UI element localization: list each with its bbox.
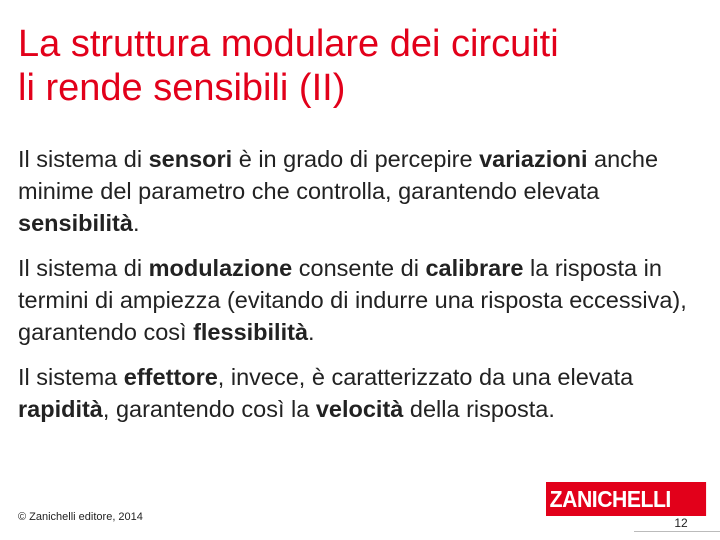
text-run: della risposta. xyxy=(403,396,555,422)
page-number-rule xyxy=(634,531,720,532)
slide-title-line-1: La struttura modulare dei circuiti xyxy=(18,23,559,65)
text-run: , invece, è caratterizzato da una elevata xyxy=(217,364,634,390)
text-run: Il sistema xyxy=(18,364,124,390)
slide-body xyxy=(18,143,713,438)
keyword: variazioni xyxy=(479,146,588,172)
page-number: 12 xyxy=(674,516,688,530)
text-run: Il sistema di xyxy=(18,255,149,281)
text-run: . xyxy=(308,319,315,345)
text-run: . xyxy=(132,210,140,236)
text-run: consente di xyxy=(292,255,426,281)
slide-title xyxy=(18,22,708,110)
text-run: , garantendo così la xyxy=(102,396,316,422)
slide-title-line-2: li rende sensibili (II) xyxy=(18,67,346,109)
keyword: effettore xyxy=(123,364,218,390)
text-run: la risposta in termini di ampiezza (evitando di indurre una risposta eccessiva), garantendo così xyxy=(18,255,687,345)
zanichelli-logo: ZANICHELLI xyxy=(546,482,706,516)
copyright-notice: © Zanichelli editore, 2014 xyxy=(18,511,143,523)
text-run: è in grado di percepire xyxy=(232,146,480,172)
paragraph-sensori xyxy=(18,143,713,239)
keyword: calibrare xyxy=(425,255,524,281)
paragraph-modulazione xyxy=(18,252,713,348)
keyword: modulazione xyxy=(148,255,293,281)
text-run: Il sistema di xyxy=(18,146,149,172)
paragraph-effettore xyxy=(18,361,713,425)
keyword: sensibilità xyxy=(18,210,133,236)
keyword: flessibilità xyxy=(193,319,309,345)
text-run: anche minime del parametro che controlla, garantendo elevata xyxy=(18,146,659,204)
keyword: rapidità xyxy=(18,396,103,422)
keyword: velocità xyxy=(315,396,404,422)
keyword: sensori xyxy=(148,146,233,172)
